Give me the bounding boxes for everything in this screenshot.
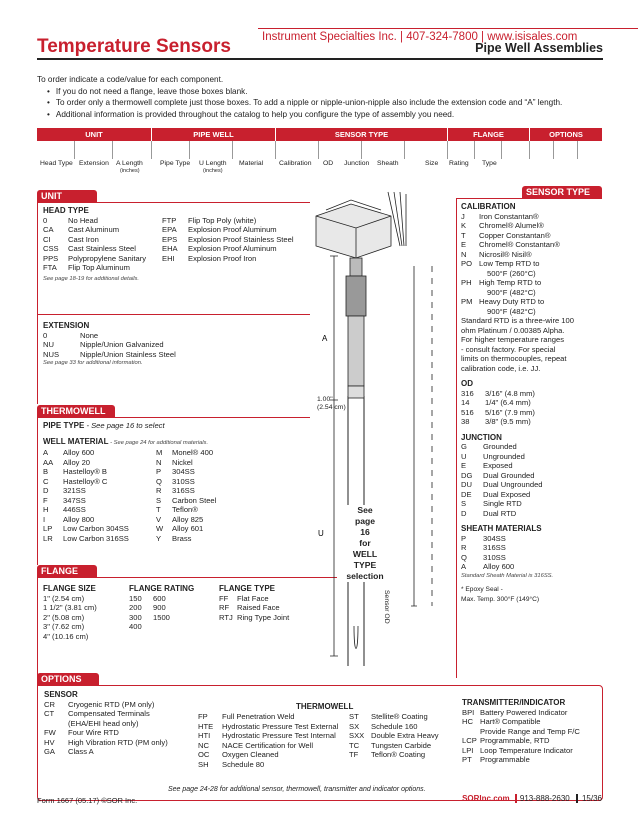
code-box-labels xyxy=(37,160,602,180)
callout-line: 16 xyxy=(360,527,370,537)
code-box[interactable] xyxy=(37,141,75,159)
list-item: N Nickel xyxy=(156,457,193,467)
list-item: B Hastelloy® B xyxy=(43,467,108,476)
cal-text-line: - consult factory. For special xyxy=(461,344,556,354)
list-item: FP Full Penetration Weld xyxy=(198,712,295,721)
list-item: F 347SS xyxy=(43,495,86,505)
options-box xyxy=(37,685,603,801)
dim-u-label: U xyxy=(318,529,324,538)
thermowell-box xyxy=(37,417,310,565)
list-item: D 321SS xyxy=(43,486,86,495)
list-item: D Dual RTD xyxy=(461,508,517,518)
cal-text-line: limits on thermocouples, repeat xyxy=(461,354,567,363)
options-note: See page 24-28 for additional sensor, thermowell, transmitter and indicator options. xyxy=(168,786,426,793)
codebar-options: OPTIONS xyxy=(549,130,583,139)
code-box[interactable] xyxy=(75,141,113,159)
page-title: Temperature Sensors xyxy=(37,36,231,57)
list-item: ST Stellite® Coating xyxy=(349,712,428,721)
list-item: T Teflon® xyxy=(156,505,198,514)
code-box[interactable] xyxy=(554,141,578,159)
order-code-bar xyxy=(37,128,602,141)
list-item: H 446SS xyxy=(43,505,86,514)
list-item: P 304SS xyxy=(461,533,506,543)
list-item: E Exposed xyxy=(461,461,513,470)
label-head-type: Head Type xyxy=(40,160,73,167)
flange-rating-title: FLANGE RATING xyxy=(129,584,195,593)
list-item: LPI Loop Temperature Indicator xyxy=(462,745,573,755)
extension-box xyxy=(37,314,310,404)
code-box[interactable] xyxy=(152,141,190,159)
flange-size-col xyxy=(43,584,129,671)
code-box[interactable] xyxy=(190,141,233,159)
unit-box xyxy=(37,202,310,314)
header-rule xyxy=(37,58,603,60)
page-subtitle: Pipe Well Assemblies xyxy=(475,41,603,55)
options-transmitter-col xyxy=(462,698,602,765)
list-item: NU Nipple/Union Galvanized xyxy=(43,340,164,349)
list-item: EHI Explosion Proof Iron xyxy=(162,253,257,263)
list-item: BPI Battery Powered Indicator xyxy=(462,707,568,717)
intro-bullet: • If you do not need a flange, leave those boxes blank. xyxy=(47,86,617,98)
options-tw-col2 xyxy=(349,712,461,760)
list-item: T Copper Constantan® xyxy=(461,230,551,240)
sensor-od-label: Sensor OD xyxy=(383,590,390,624)
union xyxy=(346,276,366,316)
list-item: 14 1/4" (6.4 mm) xyxy=(461,398,531,407)
header-rule-red xyxy=(258,28,638,29)
codebar-unit: UNIT xyxy=(37,128,152,141)
sensor-type-box xyxy=(456,198,602,678)
codebar-pipe-well: PIPE WELL xyxy=(152,128,276,141)
label-calibration: Calibration xyxy=(279,160,312,167)
list-item: PM Heavy Duty RTD to xyxy=(461,297,545,306)
code-box[interactable] xyxy=(475,141,502,159)
od-title: OD xyxy=(461,379,473,388)
callout-line: for xyxy=(359,538,371,548)
codebar-flange: FLANGE xyxy=(448,128,530,141)
see-page-callout xyxy=(340,505,390,582)
sensor-type-section xyxy=(456,186,602,678)
intro-bullet: • Additional information is provided throughout the catalog to help you configure the type of assembly you need. xyxy=(47,109,617,121)
list-item: EHA Explosion Proof Aluminum xyxy=(162,244,277,253)
list-item: Q 310SS xyxy=(461,552,506,562)
callout-line: selection xyxy=(346,571,384,581)
dim-callout xyxy=(317,396,346,412)
material-list-left xyxy=(43,448,156,543)
list-item: 500°F (260°C) xyxy=(487,268,536,278)
list-item: TF Teflon® Coating xyxy=(349,750,426,759)
list-item: HTI Hydrostatic Pressure Test Internal xyxy=(198,731,336,740)
label-inches: (inches) xyxy=(203,168,223,174)
label-pipe-type: Pipe Type xyxy=(160,160,191,167)
code-box[interactable] xyxy=(113,141,152,159)
material-list-right xyxy=(156,448,216,543)
list-item: 38 3/8" (9.5 mm) xyxy=(461,417,531,426)
label-od: OD xyxy=(323,160,334,167)
list-item: 4" (10.16 cm) xyxy=(43,631,89,641)
footer-form: Form 1667 (05.17) ©SOR Inc. xyxy=(37,796,138,805)
well-material-note: - See page 24 for additional materials. xyxy=(108,439,209,446)
list-item: NC NACE Certification for Well xyxy=(198,740,314,750)
flange-size-title: FLANGE SIZE xyxy=(43,584,96,593)
list-item: SH Schedule 80 xyxy=(198,759,265,769)
assembly-diagram xyxy=(296,186,456,666)
flange-title: FLANGE xyxy=(37,565,97,577)
label-extension: Extension xyxy=(79,160,109,167)
seal-note: Max. Temp. 300°F (149°C) xyxy=(461,595,540,603)
list-item: J Iron Constantan® xyxy=(461,211,539,221)
list-item: LP Low Carbon 304SS xyxy=(43,524,129,533)
head-type-title: HEAD TYPE xyxy=(43,206,89,215)
list-item: 400 xyxy=(129,622,142,631)
footer-phone: 913-888-2630 xyxy=(519,794,570,803)
list-item: AA Alloy 20 xyxy=(43,457,91,467)
list-item: 1 1/2" (3.81 cm) xyxy=(43,603,97,612)
options-transmitter-title: TRANSMITTER/INDICATOR xyxy=(462,698,566,707)
list-item: Q 310SS xyxy=(156,476,195,486)
head-housing xyxy=(316,204,391,258)
list-item: N Nicrosil® Nisil® xyxy=(461,249,532,259)
list-item: TC Tungsten Carbide xyxy=(349,740,432,750)
list-item: Y Brass xyxy=(156,533,192,543)
list-item: P 304SS xyxy=(156,467,195,476)
flange-rating-col xyxy=(129,584,219,671)
list-item: M Monel® 400 xyxy=(156,448,214,457)
label-size: Size xyxy=(425,160,439,167)
label-u-length: U Length xyxy=(199,160,227,167)
options-thermowell-title: THERMOWELL xyxy=(296,702,354,711)
list-item: PO Low Temp RTD to xyxy=(461,259,540,268)
list-item: Provide Range and Temp F/C xyxy=(480,726,580,736)
code-box[interactable] xyxy=(405,141,448,159)
code-box[interactable] xyxy=(448,141,475,159)
list-item: HTE Hydrostatic Pressure Test External xyxy=(198,721,339,731)
list-item: CA Cast Aluminum xyxy=(43,225,120,234)
list-item: SX Schedule 160 xyxy=(349,721,418,731)
code-box[interactable] xyxy=(502,141,530,159)
pipe-type-note: - See page 16 to select xyxy=(84,421,165,430)
list-item: R 316SS xyxy=(156,486,195,495)
list-item: FW Four Wire RTD xyxy=(44,728,119,737)
cal-text-line: ohm Platinum / 0.00385 Alpha. xyxy=(461,325,565,335)
options-sensor-col xyxy=(44,690,194,757)
list-item: DU Dual Ungrounded xyxy=(461,480,543,489)
dim-inch: 1.00" xyxy=(317,396,333,403)
list-item: 1" (2.54 cm) xyxy=(43,593,85,603)
list-item: 0 None xyxy=(43,330,99,340)
callout-line: page xyxy=(354,516,376,526)
junction-title: JUNCTION xyxy=(461,432,502,442)
list-item: SXX Double Extra Heavy xyxy=(349,731,439,740)
list-item: EPA Explosion Proof Aluminum xyxy=(162,225,277,234)
list-item: 300 1500 xyxy=(129,612,170,622)
list-item: FF Flat Face xyxy=(219,593,269,603)
extension-note: See page 33 for additional information. xyxy=(43,360,143,366)
flange-type-col xyxy=(219,584,289,671)
list-item: DG Dual Grounded xyxy=(461,470,535,480)
well-material-title: WELL MATERIAL xyxy=(43,436,109,446)
extension-title: EXTENSION xyxy=(43,321,90,330)
code-box[interactable] xyxy=(530,141,554,159)
list-item: DE Dual Exposed xyxy=(461,489,531,499)
code-box[interactable] xyxy=(362,141,405,159)
list-item: CSS Cast Stainless Steel xyxy=(43,244,136,253)
thermowell-section xyxy=(37,405,310,565)
intro-lead: To order indicate a code/value for each component. xyxy=(37,75,224,84)
list-item: RF Raised Face xyxy=(219,603,280,612)
flange-type-title: FLANGE TYPE xyxy=(219,584,276,593)
code-box[interactable] xyxy=(319,141,362,159)
order-code-boxes xyxy=(37,141,602,159)
list-item: RTJ Ring Type Joint xyxy=(219,612,290,622)
list-item: CR Cryogenic RTD (PM only) xyxy=(44,699,155,709)
code-box[interactable] xyxy=(276,141,319,159)
list-item: V Alloy 825 xyxy=(156,514,204,524)
head-type-note: See page 18-19 for additional details. xyxy=(43,275,140,282)
label-sheath: Sheath xyxy=(377,160,399,167)
list-item: E Chromel® Constantan® xyxy=(461,240,560,249)
thermowell-title: THERMOWELL xyxy=(37,405,115,417)
label-type: Type xyxy=(482,160,497,167)
list-item: K Chromel® Alumel® xyxy=(461,221,544,230)
sheath-note: Standard Sheath Material is 316SS. xyxy=(461,572,554,579)
list-item: A Alloy 600 xyxy=(461,562,515,571)
footer-right xyxy=(462,794,602,803)
list-item: S Single RTD xyxy=(461,499,522,508)
list-item: OC Oxygen Cleaned xyxy=(198,750,279,759)
head-type-list-right xyxy=(162,216,294,273)
list-item: FTP Flip Top Poly (white) xyxy=(162,215,257,225)
list-item: CI Cast Iron xyxy=(43,234,99,244)
list-item: HV High Vibration RTD (PM only) xyxy=(44,737,168,747)
list-item: 150 600 xyxy=(129,593,166,603)
codebar-sensor-type: SENSOR TYPE xyxy=(276,128,448,141)
list-item: 900°F (482°C) xyxy=(487,287,536,297)
head-type-list-left xyxy=(43,216,162,273)
label-junction: Junction xyxy=(344,160,370,167)
list-item: (EHA/EHI head only) xyxy=(68,718,139,728)
list-item: A Alloy 600 xyxy=(43,448,95,457)
list-item: PPS Polypropylene Sanitary xyxy=(43,253,147,263)
unit-title: UNIT xyxy=(37,190,97,202)
options-tw-col1 xyxy=(198,712,348,769)
callout-line: TYPE xyxy=(353,560,377,570)
cal-text-line: calibration code, i.e. JJ. xyxy=(461,363,541,373)
list-item: 316 3/16" (4.8 mm) xyxy=(461,388,535,398)
dim-a-label: A xyxy=(322,334,328,343)
list-item: 2" (5.08 cm) xyxy=(43,612,85,622)
list-item: 3" (7.62 cm) xyxy=(43,622,85,631)
list-item: LR Low Carbon 316SS xyxy=(43,533,129,543)
calibration-title: CALIBRATION xyxy=(461,202,516,211)
seal-note: * Epoxy Seal - xyxy=(461,586,503,593)
list-item: LCP Programmable, RTD xyxy=(462,736,550,745)
label-a-length: A Length xyxy=(116,160,143,167)
list-item: 516 5/16" (7.9 mm) xyxy=(461,407,535,417)
cal-text-line: For higher temperature ranges xyxy=(461,335,564,344)
list-item: PH High Temp RTD to xyxy=(461,278,542,287)
list-item: FTA Flip Top Aluminum xyxy=(43,263,130,272)
callout-line: WELL xyxy=(352,549,378,559)
label-rating: Rating xyxy=(449,160,469,167)
intro-bullets xyxy=(47,86,617,121)
options-sensor-title: SENSOR xyxy=(44,690,78,699)
list-item: CT Compensated Terminals xyxy=(44,709,150,718)
list-item: R 316SS xyxy=(461,543,506,552)
footer-site[interactable]: SORInc.com xyxy=(462,794,510,803)
pipe-type-title: PIPE TYPE xyxy=(43,421,85,430)
dim-cm: (2.54 cm) xyxy=(317,404,346,411)
list-item: 200 900 xyxy=(129,603,166,612)
sensor-type-title: SENSOR TYPE xyxy=(522,186,602,198)
label-inches: (inches) xyxy=(120,168,140,174)
list-item: 900°F (482°C) xyxy=(487,306,536,316)
flange-section xyxy=(37,565,337,677)
options-section xyxy=(37,673,603,801)
page-number: 15/36 xyxy=(581,794,602,803)
unit-section xyxy=(37,190,310,404)
list-item: G Grounded xyxy=(461,442,517,451)
code-box[interactable] xyxy=(233,141,276,159)
flange-box xyxy=(37,577,337,677)
company-contact: Instrument Specialties Inc. | 407-324-7800 | www.isisales.com xyxy=(262,31,578,43)
list-item: NUS Nipple/Union Stainless Steel xyxy=(43,349,176,359)
list-item: W Alloy 601 xyxy=(156,524,204,533)
options-title: OPTIONS xyxy=(37,673,99,685)
list-item: I Alloy 800 xyxy=(43,514,95,524)
label-material: Material xyxy=(239,160,264,167)
list-item: U Ungrounded xyxy=(461,451,525,461)
code-box[interactable] xyxy=(578,141,602,159)
list-item: C Hastelloy® C xyxy=(43,476,108,486)
list-item: EPS Explosion Proof Stainless Steel xyxy=(162,234,294,244)
list-item: GA Class A xyxy=(44,747,94,756)
callout-line: See xyxy=(357,505,373,515)
cal-text-line: Standard RTD is a three-wire 100 xyxy=(461,316,574,325)
list-item: HC Hart® Compatible xyxy=(462,717,541,726)
list-item: S Carbon Steel xyxy=(156,495,217,505)
intro-bullet: • To order only a thermowell complete just those boxes. To add a nipple or nipple-union-nipple also include the extension code and “A” length. xyxy=(47,97,617,109)
list-item: PT Programmable xyxy=(462,755,530,764)
list-item: 0 No Head xyxy=(43,215,98,225)
intro-text xyxy=(37,74,617,120)
nipple xyxy=(350,258,362,276)
sheath-title: SHEATH MATERIALS xyxy=(461,524,542,533)
